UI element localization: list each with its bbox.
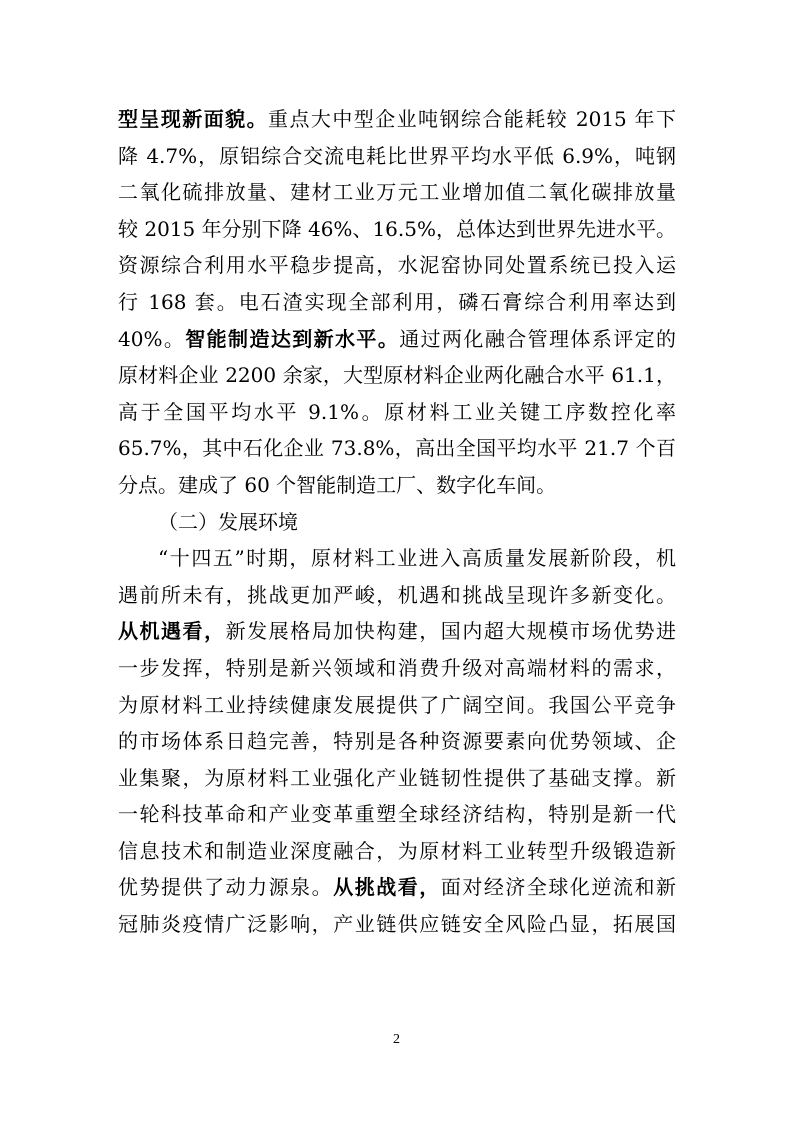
text-line [118, 284, 676, 321]
document-body [118, 101, 676, 943]
bold-lead-phrase: 智能制造达到新水平。 [185, 326, 400, 351]
text-run: 重点大中型企业吨钢综合能耗较 2015 年下 [268, 107, 676, 131]
text-line [118, 101, 676, 138]
text-line [118, 174, 676, 211]
paragraph-development-environment [118, 540, 676, 943]
text-run: 的市场体系日趋完善，特别是各种资源要素向优势领域、企 [118, 729, 676, 754]
text-run: 行 168 套。电石渣实现全部利用，磷石膏综合利用率达到 [118, 289, 676, 314]
text-line [118, 796, 676, 833]
text-line [118, 467, 676, 504]
bold-lead-phrase: 从挑战看， [333, 875, 441, 900]
text-run: 优势提供了动力源泉。 [118, 875, 334, 900]
text-run: 通过两化融合管理体系评定的 [399, 326, 676, 351]
page-number: 2 [393, 1032, 400, 1047]
text-run: 面对经济全球化逆流和新 [440, 875, 676, 900]
text-line [118, 723, 676, 760]
text-run: 信息技术和制造业深度融合，为原材料工业转型升级锻造新 [118, 838, 676, 863]
text-line [118, 577, 676, 614]
text-run: 新发展格局加快构建，国内超大规模市场优势进 [225, 619, 676, 644]
bold-lead-phrase: 型呈现新面貌。 [118, 107, 269, 131]
text-run: 较 2015 年分别下降 46%、16.5%，总体达到世界先进水平。 [118, 216, 676, 241]
text-line [118, 211, 676, 248]
paragraph-achievements [118, 101, 676, 504]
text-line [118, 869, 676, 906]
text-line [118, 430, 676, 467]
text-run: 冠肺炎疫情广泛影响，产业链供应链安全风险凸显，拓展国 [118, 912, 676, 937]
text-run: 原材料企业 2200 余家，大型原材料企业两化融合水平 61.1， [118, 363, 676, 388]
text-run: 二氧化硫排放量、建材工业万元工业增加值二氧化碳排放量 [118, 180, 676, 205]
text-run: 为原材料工业持续健康发展提供了广阔空间。我国公平竞争 [118, 692, 676, 717]
text-line [118, 321, 676, 358]
text-run: 高于全国平均水平 9.1%。原材料工业关键工序数控化率 [118, 399, 676, 424]
text-run: 一步发挥，特别是新兴领域和消费升级对高端材料的需求， [118, 655, 676, 680]
text-run: 40%。 [118, 326, 186, 351]
text-line [118, 650, 676, 687]
text-line [118, 687, 676, 724]
text-line [118, 613, 676, 650]
text-line [118, 760, 676, 797]
text-line [118, 138, 676, 175]
text-line [118, 833, 676, 870]
text-run: 分点。建成了 60 个智能制造工厂、数字化车间。 [118, 472, 557, 497]
text-run: “十四五”时期，原材料工业进入高质量发展新阶段，机 [158, 546, 676, 571]
text-line [118, 540, 676, 577]
bold-lead-phrase: 从机遇看， [118, 619, 226, 644]
text-line [118, 247, 676, 284]
text-run: 一轮科技革命和产业变革重塑全球经济结构，特别是新一代 [118, 802, 676, 827]
text-run: 遇前所未有，挑战更加严峻，机遇和挑战呈现许多新变化。 [118, 582, 676, 607]
text-line [118, 357, 676, 394]
text-run: 降 4.7%，原铝综合交流电耗比世界平均水平低 6.9%，吨钢 [118, 143, 676, 168]
text-run: 业集聚，为原材料工业强化产业链韧性提供了基础支撑。新 [118, 765, 676, 790]
text-line [118, 394, 676, 431]
text-run: 65.7%，其中石化企业 73.8%，高出全国平均水平 21.7 个百 [118, 436, 676, 461]
text-run: 资源综合利用水平稳步提高，水泥窑协同处置系统已投入运 [118, 253, 676, 278]
text-line [118, 906, 676, 943]
section-heading: （二）发展环境 [158, 509, 298, 534]
